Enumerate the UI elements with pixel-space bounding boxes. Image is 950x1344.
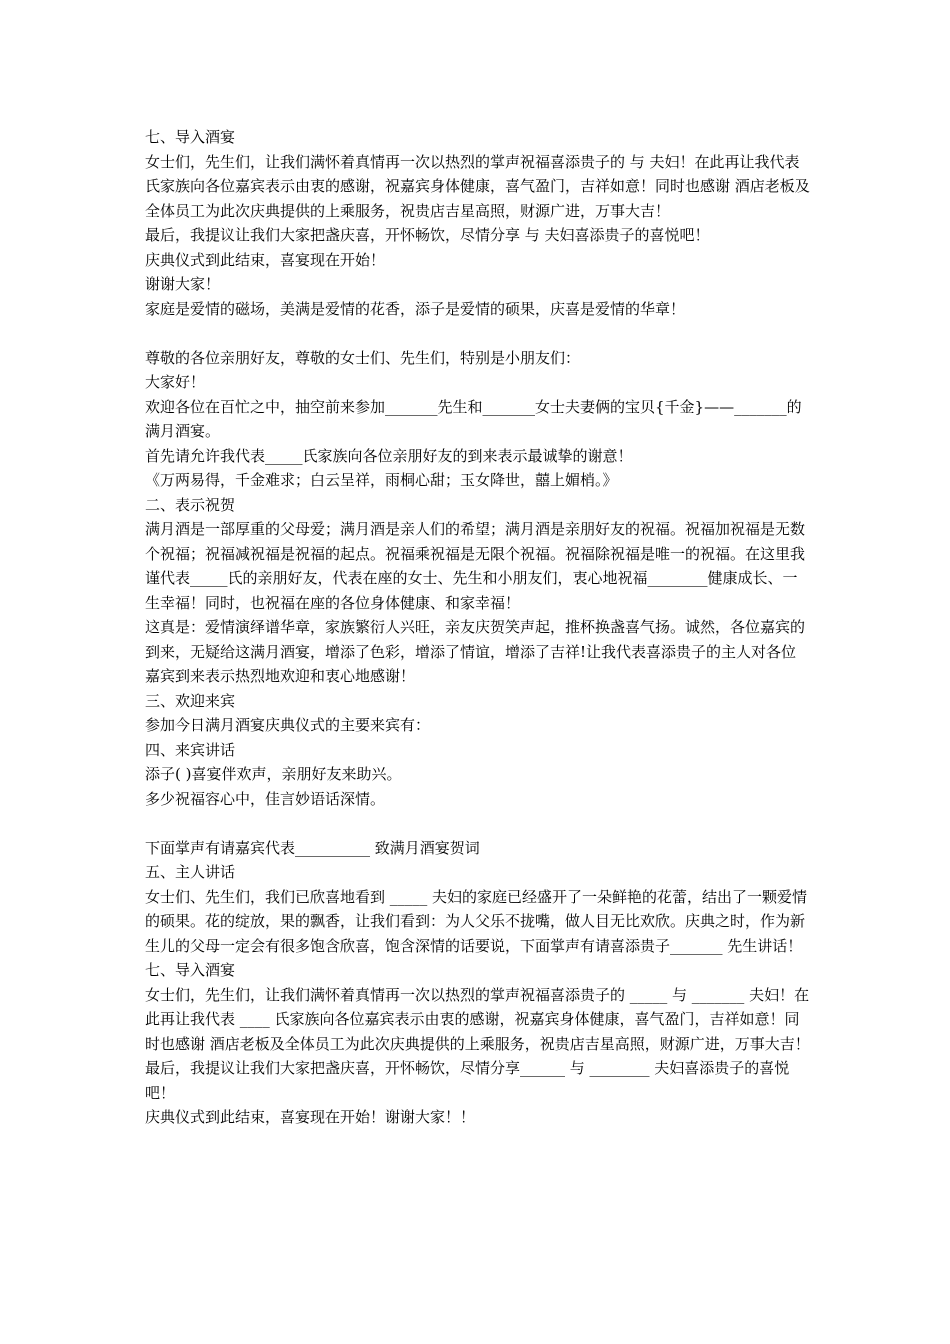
paragraph: 女士们，先生们，让我们满怀着真情再一次以热烈的掌声祝福喜添贵子的 _____ 与 _______ 夫妇！在此再让我代表 ____ 氏家族向各位嘉宾表示由衷的感谢，祝嘉宾身体健康，喜气盈门，吉祥如意！同时也感谢 酒店老板及全体员工为此次庆典提供的上乘服务，祝贵店吉星高照，财源广进，万事大吉！ [145,985,810,1053]
section-heading-guest-speech: 四、来宾讲话 [145,740,236,759]
paragraph: 添子( )喜宴伴欢声，亲朋好友来助兴。 [145,765,402,783]
blank-line [145,321,810,346]
section-heading-host-speech: 五、主人讲话 [145,863,236,881]
section-heading-import-banquet: 七、导入酒宴 [145,961,236,979]
paragraph: 参加今日满月酒宴庆典仪式的主要来宾有： [145,716,431,734]
paragraph: 多少祝福容心中，佳言妙语话深情。 [145,789,386,808]
paragraph: 《万两易得，千金难求；白云呈祥，雨桐心甜；玉女降世，囍上媚梢。》 [145,471,618,489]
paragraph: 首先请允许我代表_____氏家族向各位亲朋好友的到来表示最诚挚的谢意！ [145,446,633,465]
paragraph: 庆典仪式到此结束，喜宴现在开始！谢谢大家！！ [145,1108,476,1126]
paragraph: 最后，我提议让我们大家把盏庆喜，开怀畅饮，尽情分享______ 与 ________ 夫妇喜添贵子的喜悦吧！ [145,1059,790,1102]
paragraph: 女士们、先生们，我们已欣喜地看到 _____ 夫妇的家庭已经盛开了一朵鲜艳的花蕾，结出了一颗爱情的硕果。花的绽放，果的飘香，让我们看到：为人父乐不拢嘴，做人目无比欢欣。庆典之时，作为新生儿的父母一定会有很多饱含欣喜，饱含深情的话要说，下面掌声有请喜添贵子_______ 先生讲话！ [145,887,808,955]
paragraph: 女士们，先生们，让我们满怀着真情再一次以热烈的掌声祝福喜添贵子的 与 夫妇！在此再让我代表 氏家族向各位嘉宾表示由衷的感谢，祝嘉宾身体健康，喜气盈门，吉祥如意！同时也感谢 酒店老板及全体员工为此次庆典提供的上乘服务，祝贵店吉星高照，财源广进，万事大吉！ [145,152,810,220]
paragraph: 满月酒是一部厚重的父母爱；满月酒是亲人们的希望；满月酒是亲朋好友的祝福。祝福加祝福是无数个祝福；祝福减祝福是祝福的起点。祝福乘祝福是无限个祝福。祝福除祝福是唯一的祝福。在这里我谨代表_____氏的亲朋好友，代表在座的女士、先生和小朋友们，衷心地祝福________健康成长、一生幸福！同时，也祝福在座的各位身体健康、和家幸福！ [145,520,806,612]
document-body [145,125,810,1130]
paragraph: 欢迎各位在百忙之中，抽空前来参加_______先生和_______女士夫妻俩的宝贝{千金}——_______的满月酒宴。 [145,397,802,440]
blank-line [145,811,810,836]
section-heading-import-banquet: 七、导入酒宴 [145,128,236,146]
paragraph: 大家好！ [145,373,206,391]
paragraph: 家庭是爱情的磁场，美满是爱情的花香，添子是爱情的硕果，庆喜是爱情的华章！ [145,299,686,318]
paragraph: 谢谢大家！ [145,275,221,293]
paragraph: 最后，我提议让我们大家把盏庆喜，开怀畅饮，尽情分享 与 夫妇喜添贵子的喜悦吧！ [145,226,710,244]
paragraph: 尊敬的各位亲朋好友，尊敬的女士们、先生们，特别是小朋友们： [145,348,581,367]
section-heading-congratulate: 二、表示祝贺 [145,495,236,514]
paragraph: 这真是：爱情演绎谱华章，家族繁衍人兴旺，亲友庆贺笑声起，推杯换盏喜气扬。诚然，各位嘉宾的到来，无疑给这满月酒宴，增添了色彩，增添了情谊，增添了吉祥!让我代表喜添贵子的主人对各位嘉宾到来表示热烈地欢迎和衷心地感谢！ [145,618,806,685]
paragraph: 下面掌声有请嘉宾代表__________ 致满月酒宴贺词 [145,838,480,857]
paragraph: 庆典仪式到此结束，喜宴现在开始！ [145,250,386,269]
section-heading-welcome-guests: 三、欢迎来宾 [145,691,236,710]
